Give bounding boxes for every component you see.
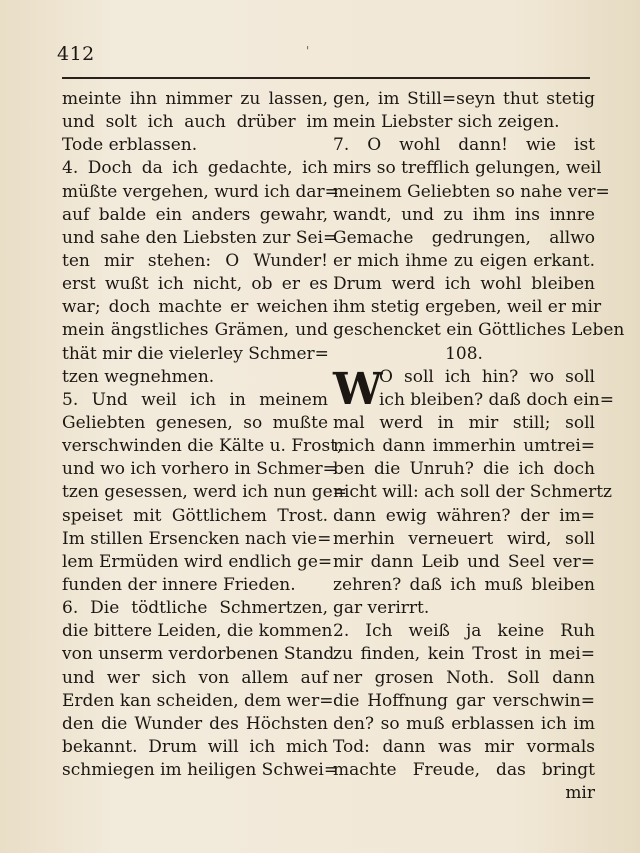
text-line: nicht will: ach soll der Schmertz — [333, 482, 613, 503]
text-line: machte Freude, das bringt — [333, 760, 595, 781]
text-line: geschencket ein Göttliches Leben — [333, 320, 625, 341]
text-line: gen, im Still=seyn thut stetig — [333, 89, 595, 109]
text-line: mir dann Leib und Seel ver= — [333, 551, 595, 572]
text-line: von unserm verdorbenen Stand — [62, 644, 335, 665]
catchword: mir — [565, 783, 595, 804]
text-line: die bittere Leiden, die kommen — [62, 621, 333, 642]
text-line: funden der innere Frieden. — [62, 574, 296, 595]
text-line: bekannt. Drum will ich mich — [62, 736, 328, 757]
text-line: verschwinden die Kälte u. Frost, — [62, 436, 343, 457]
text-line: Tode erblassen. — [62, 135, 198, 156]
text-line: merhin verneuert wird, soll — [333, 528, 595, 549]
text-line: mirs so trefflich gelungen, weil — [333, 158, 602, 179]
page-number: 412 — [57, 43, 95, 65]
text-line: ben die Unruh? die ich doch — [333, 459, 595, 480]
text-line: den? so muß erblassen ich im — [333, 713, 595, 734]
text-line: erst wußt ich nicht, ob er es — [62, 274, 328, 295]
header-mark: ' — [306, 44, 310, 58]
text-line: schmiegen im heiligen Schwei= — [62, 760, 339, 781]
text-line: 6. Die tödtliche Schmertzen, — [62, 598, 328, 619]
text-line: und sahe den Liebsten zur Sei= — [62, 227, 338, 248]
text-line: zu finden, kein Trost in mei= — [333, 644, 595, 665]
right-column — [333, 88, 625, 805]
header-rule — [62, 77, 590, 79]
text-line: 2. Ich weiß ja keine Ruh — [333, 621, 595, 642]
text-line: ner grosen Noth. Soll dann — [333, 667, 595, 688]
drop-cap: W — [333, 363, 383, 415]
hymn-opening — [333, 363, 614, 435]
text-line: ten mir stehen: O Wunder! — [62, 250, 328, 271]
text-line: Gemache gedrungen, allwo — [333, 227, 595, 248]
text-line: speiset mit Göttlichem Trost. — [62, 505, 328, 526]
text-line: und wo ich vorhero in Schmer= — [62, 459, 337, 480]
text-line: Drum werd ich wohl bleiben — [333, 274, 595, 295]
text-line: Geliebten genesen, so mußte — [62, 412, 328, 433]
text-line: und solt ich auch drüber im — [62, 112, 328, 133]
text-line: zehren? daß ich muß bleiben — [333, 574, 595, 595]
hymn-number: 108. — [445, 343, 483, 364]
text-line: 4. Doch da ich gedachte, ich — [62, 158, 328, 179]
text-line: tzen gesessen, werd ich nun ge= — [62, 482, 347, 503]
text-line: mich dann immerhin umtrei= — [333, 436, 595, 457]
text-line: war; doch machte er weichen — [62, 297, 328, 318]
text-line: wandt, und zu ihm ins innre — [333, 204, 595, 225]
text-line: 7. O wohl dann! wie ist — [333, 135, 595, 156]
text-line: müßte vergehen, wurd ich dar= — [62, 181, 339, 202]
text-line: die Hoffnung gar verschwin= — [333, 690, 595, 711]
text-line: thät mir die vielerley Schmer= — [62, 343, 329, 364]
text-line: mal werd in mir still; soll — [333, 412, 595, 433]
text-line: 5. Und weil ich in meinem — [62, 389, 328, 410]
text-line: dann ewig währen? der im= — [333, 505, 595, 526]
text-line: meinem Geliebten so nahe ver= — [333, 181, 610, 202]
text-line: O soll ich hin? wo soll — [379, 366, 595, 387]
text-line: auf balde ein anders gewahr, — [62, 204, 328, 225]
text-line: lem Ermüden wird endlich ge= — [62, 551, 333, 572]
left-column — [62, 88, 347, 782]
text-line: den die Wunder des Höchsten — [62, 713, 328, 734]
text-line: ihm stetig ergeben, weil er mir — [333, 297, 602, 318]
text-line: ich bleiben? daß doch ein= — [379, 389, 614, 410]
text-line: Im stillen Ersencken nach vie= — [62, 528, 332, 549]
text-line: mein ängstliches Grämen, und — [62, 320, 328, 341]
text-line: und wer sich von allem auf — [62, 667, 328, 688]
text-line: gar verirrt. — [333, 598, 430, 619]
text-line: meinte ihn nimmer zu lassen, — [62, 89, 328, 109]
text-line: Tod: dann was mir vormals — [333, 736, 595, 757]
text-line: mein Liebster sich zeigen. — [333, 112, 560, 133]
text-line: er mich ihme zu eigen erkant. — [333, 250, 595, 271]
text-line: Erden kan scheiden, dem wer= — [62, 690, 334, 711]
text-line: tzen wegnehmen. — [62, 366, 215, 387]
